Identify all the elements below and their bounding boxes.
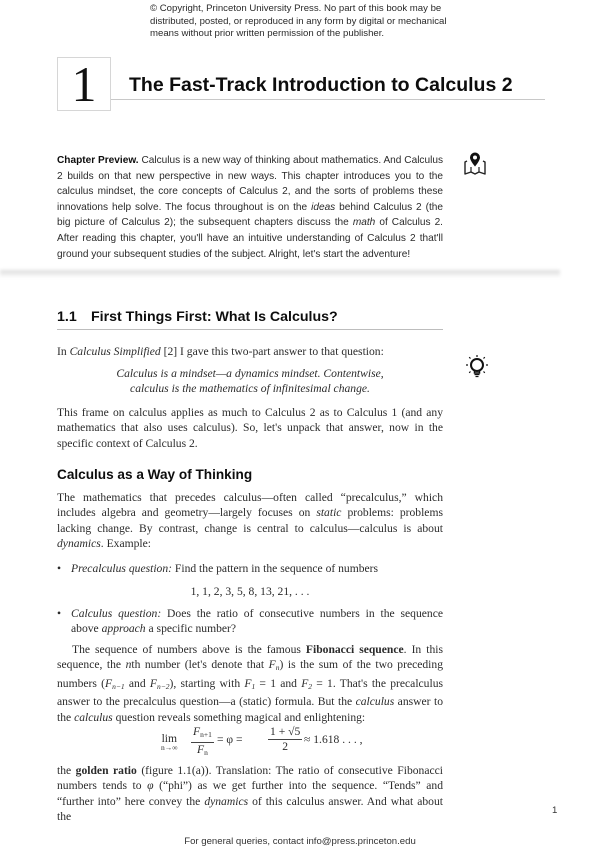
denominator-subscript: n <box>204 748 208 757</box>
map-pin-icon <box>462 150 488 176</box>
text: . That's the precalculus answer to the precalculus question—a (static) formula. But the <box>57 676 444 709</box>
fraction-ratio <box>191 725 214 760</box>
text: the <box>57 764 76 777</box>
text: th number (let's denote that <box>131 658 269 672</box>
preview-label: Chapter Preview. <box>57 155 139 166</box>
text: In <box>57 345 70 358</box>
frame-paragraph: This frame on calculus applies as much to Calculus 2 as to Calculus 1 (and any mathematics that also uses calculus). So, let's unpack that answer, now in the specific context of Calculus 2. <box>57 406 443 450</box>
preview-emphasis: math <box>352 217 376 229</box>
math-var: $F_n$ <box>268 658 280 673</box>
lim-subscript: n→∞ <box>161 743 178 752</box>
intro-paragraph <box>57 344 443 359</box>
denominator: F <box>196 743 205 756</box>
text: of this calculus answer. And what about the <box>57 794 443 824</box>
math-var: $F_{n-2}$ <box>149 676 170 691</box>
subsection-heading: Calculus as a Way of Thinking <box>57 467 253 482</box>
section-number: 1.1 <box>57 309 77 325</box>
text: (figure 1.1(a)). Translation: The ratio of consecutive Fibonacci numbers tends to <box>57 764 443 793</box>
copyright-line: © Copyright, Princeton University Press. No part of this book may be <box>150 3 442 14</box>
precalculus-paragraph <box>57 490 443 552</box>
bullet-text: a specific number? <box>145 622 237 636</box>
bullet-label: Calculus question: <box>71 607 162 620</box>
math-var: $F_2$ <box>301 676 313 691</box>
preview-emphasis: ideas <box>311 201 336 213</box>
preview-text: behind Calculus 2 (the big picture of Calculus 2); the subsequent chapters discuss the <box>57 201 444 229</box>
numerator-subscript: n+1 <box>200 730 212 739</box>
fraction-golden <box>268 725 302 754</box>
numerator: 1 + √5 <box>270 725 301 738</box>
fibonacci-paragraph: The sequence of numbers above is the famous Fibonacci sequence. In this sequence, the nth number (let's denote that $F_n$) is the sum of the two preceding numbers ($F_{n-1}$ and $F_{n-2}$), starting with $F_1 = 1$ and $F_2 = 1$. That's the precalculus answer to the precalculus question—a (static) formula. But the calculus answer to the calculus question reveals something magical and enlightening: <box>57 643 444 724</box>
text: (“phi”) as we get further into the sequence. “Tends” and “further into” here convey the <box>57 779 443 808</box>
key-term: golden ratio <box>75 764 137 777</box>
bullet-text: Find the pattern in the sequence of numbers <box>172 562 379 575</box>
approx-value: ≈ 1.618 . . . , <box>304 733 363 746</box>
key-term: Fibonacci sequence <box>305 643 404 656</box>
math-var: $F_{n-1}$ <box>105 676 125 691</box>
emphasis: dynamics <box>57 537 101 551</box>
emphasis: static <box>316 506 342 520</box>
footer-contact: For general queries, contact info@press.princeton.edu <box>184 836 416 847</box>
lightbulb-icon <box>464 353 490 381</box>
section-title: First Things First: What Is Calculus? <box>91 309 338 325</box>
limit <box>161 732 178 752</box>
text: problems: problems lacking change. By contrast, change is central to calculus—calculus is about <box>57 506 443 535</box>
text: [2] I gave this two-part answer to that question: <box>160 345 384 358</box>
math-var: n <box>125 658 132 672</box>
text: answer to the <box>57 695 443 724</box>
text: The sequence of numbers above is the famous <box>72 643 306 656</box>
section-rule <box>57 329 443 330</box>
bullet-precalculus <box>57 561 443 576</box>
chapter-number: 1 <box>57 57 111 111</box>
bullet-text: Does the ratio of consecutive numbers in the sequence above <box>71 607 443 636</box>
preview-text: Calculus is a new way of thinking about mathematics. And Calculus 2 builds on that new perspective in new ways. This chapter introduces you to the calculus mindset, the core concepts of Calculus 2, and the sorts of problems these innovations help solve. The focus throughout is on the <box>57 155 443 213</box>
emphasis: dynamics <box>204 794 249 808</box>
text: . In this sequence, the <box>57 643 443 672</box>
section-divider-shadow <box>0 270 560 278</box>
text: and <box>276 676 302 690</box>
quote-line: calculus is the mathematics of infinitesimal change. <box>130 382 370 396</box>
denominator: 2 <box>282 740 289 753</box>
emphasis: calculus <box>355 695 395 709</box>
section-heading <box>57 309 338 325</box>
golden-ratio-equation <box>57 722 443 758</box>
math-var: $F_1$ <box>244 676 256 691</box>
text: ), starting with <box>169 676 245 690</box>
copyright-notice <box>150 3 450 41</box>
golden-ratio-paragraph <box>57 763 443 825</box>
definition-quote <box>57 366 443 397</box>
preview-text: of Calculus 2. After reading this chapter, you'll have an intuitive understanding of Calculus 2 that'll ground your subsequent studies of the subject. Alright, let's start the adventure! <box>57 217 443 260</box>
chapter-preview <box>57 153 443 262</box>
fibonacci-sequence: 1, 1, 2, 3, 5, 8, 13, 21, . . . <box>190 585 310 598</box>
text: ) is the sum of the two preceding numbers ( <box>57 658 443 690</box>
text: The mathematics that precedes calculus—often called “precalculus,” which includes algebra and geometry—largely focuses on <box>57 491 443 520</box>
numerator: F <box>193 725 201 738</box>
text: and <box>124 676 150 690</box>
text: question reveals something magical and enlightening: <box>112 710 366 724</box>
chapter-title: The Fast-Track Introduction to Calculus 2 <box>129 74 513 96</box>
bullet-icon: • <box>57 607 62 620</box>
math-var: φ <box>147 779 154 793</box>
bullet-label: Precalculus question: <box>71 562 172 575</box>
page-number: 1 <box>552 805 558 816</box>
book-title: Calculus Simplified <box>69 345 161 358</box>
quote-line: Calculus is a mindset—a dynamics mindset. Contentwise, <box>116 367 384 380</box>
bullet-icon: • <box>57 562 62 575</box>
copyright-line: means without prior written permission of the publisher. <box>150 28 385 40</box>
emphasis: approach <box>101 622 146 636</box>
chapter-title-rule <box>111 99 545 100</box>
bullet-calculus <box>57 606 443 637</box>
text: . Example: <box>100 537 152 551</box>
equals-phi: = φ = <box>217 733 243 746</box>
copyright-line: distributed, posted, or reproduced in any form by digital or mechanical <box>150 15 447 27</box>
lim-text: lim <box>161 732 178 745</box>
emphasis: calculus <box>74 710 113 724</box>
